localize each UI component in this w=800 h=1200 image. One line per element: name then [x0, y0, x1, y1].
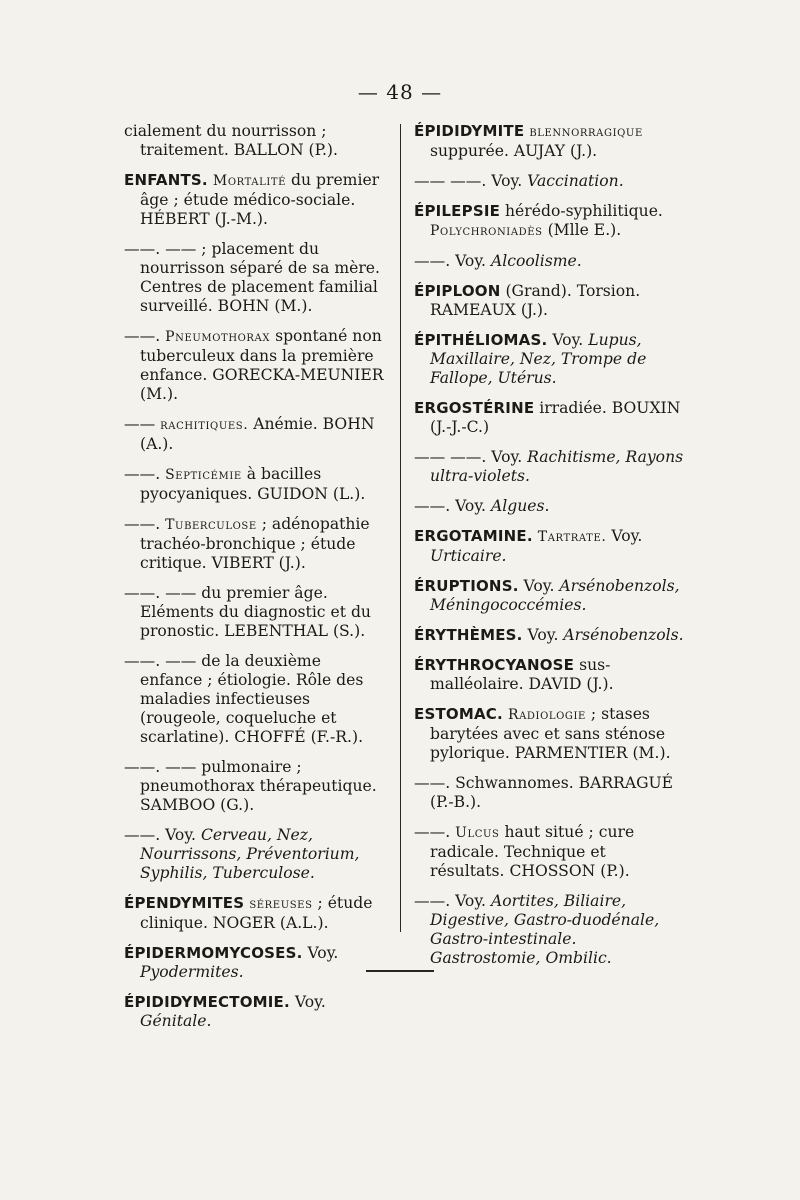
- index-entry: [414, 252, 684, 271]
- entry-text: cialement du nourrisson ; traitement. BALLON (P.).: [124, 122, 338, 159]
- entry-see-also: Aortites, Biliaire, Digestive, Gastro-duodénale, Gastro-intestinale. Gastrostomie, Ombilic.: [430, 892, 660, 967]
- entry-text: ——: [124, 415, 161, 433]
- entry-heading: ESTOMAC.: [414, 705, 503, 723]
- index-entry: [414, 202, 684, 241]
- index-entry: [414, 282, 684, 320]
- index-entry: [414, 331, 684, 388]
- index-entry: [124, 584, 386, 641]
- entry-text: haut situé ; cure radicale. Technique et résultats. CHOSSON (P.).: [430, 823, 635, 880]
- index-entry: [124, 171, 386, 229]
- entry-text: hérédo-syphilitique.: [500, 202, 663, 220]
- index-entry: [414, 823, 684, 881]
- entry-heading: ERGOTAMINE.: [414, 527, 533, 545]
- entry-subhead: rachitiques.: [160, 417, 249, 433]
- entry-subhead: Tartrate.: [532, 529, 607, 545]
- entry-text: spontané non tuberculeux dans la première enfance. GORECKA-MEUNIER (M.).: [140, 327, 384, 403]
- entry-subhead: Polychroniadès: [430, 223, 543, 239]
- index-entry: [124, 944, 386, 982]
- entry-text: ——. Voy.: [414, 497, 491, 515]
- index-entry: [124, 122, 386, 160]
- entry-see-also: Algues.: [490, 497, 550, 515]
- index-entry: [414, 774, 684, 812]
- entry-subhead: Tuberculose: [165, 517, 257, 533]
- entry-subhead: Ulcus: [455, 825, 500, 841]
- entry-text: —— ——. Voy.: [414, 172, 528, 190]
- entry-see-also: Vaccination.: [527, 172, 624, 190]
- column-divider: [400, 124, 401, 932]
- entry-text: suppurée. AUJAY (J.).: [430, 142, 598, 160]
- entry-heading: ÉPENDYMITES: [124, 894, 245, 912]
- entry-subhead: Radiologie: [502, 707, 586, 723]
- entry-text: irradiée. BOUXIN (J.-J.-C.): [430, 399, 681, 436]
- index-entry: [124, 515, 386, 573]
- entry-see-also: Génitale.: [140, 1012, 212, 1030]
- entry-subhead: Mortalité: [207, 173, 287, 189]
- entry-see-also: Urticaire.: [430, 547, 507, 565]
- index-column-right: [414, 122, 684, 979]
- entry-text: Voy.: [606, 527, 643, 545]
- entry-text: ; étude clinique. NOGER (A.L.).: [140, 894, 373, 932]
- entry-text: Voy.: [289, 993, 326, 1011]
- entry-subhead: Septicémie: [165, 467, 242, 483]
- entry-text: ——. —— du premier âge. Eléments du diagnostic et du pronostic. LEBENTHAL (S.).: [124, 584, 371, 640]
- entry-text: ——. Voy.: [414, 252, 491, 270]
- entry-text: ——.: [124, 465, 166, 483]
- entry-heading: ÉPIDERMOMYCOSES.: [124, 944, 303, 962]
- entry-text: ——. Voy.: [414, 892, 491, 910]
- index-entry: [124, 240, 386, 316]
- index-entry: [414, 527, 684, 566]
- entry-see-also: Alcoolisme.: [490, 252, 582, 270]
- index-entry: [414, 448, 684, 486]
- entry-text: ——. Schwannomes. BARRAGUÉ (P.-B.).: [414, 774, 674, 811]
- page-number: — 48 —: [357, 80, 443, 104]
- entry-text: Voy.: [518, 577, 560, 595]
- entry-subhead: blennorragique: [524, 124, 643, 140]
- entry-heading: ÉPIDIDYMECTOMIE.: [124, 993, 290, 1011]
- entry-text: ——. —— de la deuxième enfance ; étiologie. Rôle des maladies infectieuses (rougeole, coqueluche et scarlatine). CHOFFÉ (F.-R.).: [124, 652, 364, 746]
- entry-text: ——. Voy.: [124, 826, 201, 844]
- entry-heading: ÉPIPLOON: [414, 282, 501, 300]
- index-entry: [124, 826, 386, 883]
- entry-text: ; stases barytées avec et sans sténose pylorique. PARMENTIER (M.).: [430, 705, 671, 762]
- index-entry: [124, 652, 386, 747]
- index-entry: [124, 415, 386, 454]
- entry-text: Voy.: [302, 944, 339, 962]
- index-entry: [414, 892, 684, 968]
- entry-see-also: Lupus, Maxillaire, Nez, Trompe de Fallope, Utérus.: [430, 331, 647, 387]
- entry-text: ——. —— ; placement du nourrisson séparé de sa mère. Centres de placement familial surveillé. BOHN (M.).: [124, 240, 380, 315]
- entry-heading: ÉRUPTIONS.: [414, 577, 519, 595]
- entry-see-also: Arsénobenzols, Méningococcémies.: [430, 577, 680, 614]
- entry-subhead: Pneumothorax: [165, 329, 271, 345]
- entry-see-also: Cerveau, Nez, Nourrissons, Préventorium, Syphilis, Tuberculose.: [140, 826, 360, 882]
- index-entry: [124, 327, 386, 404]
- index-entry: [124, 993, 386, 1031]
- entry-heading: ÉRYTHÈMES.: [414, 626, 523, 644]
- entry-heading: ÉRYTHROCYANOSE: [414, 656, 575, 674]
- index-entry: [124, 894, 386, 933]
- index-entry: [414, 705, 684, 763]
- entry-heading: ERGOSTÉRINE: [414, 399, 535, 417]
- index-entry: [124, 465, 386, 504]
- index-entry: [414, 122, 684, 161]
- entry-subhead: séreuses: [244, 896, 313, 912]
- entry-text: du premier âge ; étude médico-sociale. HÉBERT (J.-M.).: [140, 171, 380, 228]
- index-entry: [414, 399, 684, 437]
- entry-text: ——. —— pulmonaire ; pneumothorax thérapeutique. SAMBOO (G.).: [124, 758, 377, 814]
- entry-text: ——.: [414, 823, 456, 841]
- entry-text: (Mlle E.).: [542, 221, 622, 239]
- index-entry: [414, 172, 684, 191]
- entry-see-also: Pyodermites.: [140, 963, 244, 981]
- entry-see-also: Rachitisme, Rayons ultra-violets.: [430, 448, 684, 485]
- entry-text: ——.: [124, 515, 166, 533]
- entry-text: —— ——. Voy.: [414, 448, 528, 466]
- index-entry: [414, 577, 684, 615]
- footer-rule: [366, 970, 434, 972]
- entry-text: Voy.: [547, 331, 589, 349]
- index-entry: [414, 497, 684, 516]
- entry-see-also: Arsénobenzols.: [563, 626, 684, 644]
- entry-text: ; adénopathie trachéo-bronchique ; étude critique. VIBERT (J.).: [140, 515, 370, 572]
- entry-text: (Grand). Torsion. RAMEAUX (J.).: [430, 282, 641, 319]
- entry-heading: ÉPIDIDYMITE: [414, 122, 525, 140]
- entry-heading: ÉPILEPSIE: [414, 202, 501, 220]
- entry-heading: ÉPITHÉLIOMAS.: [414, 331, 548, 349]
- entry-text: Voy.: [522, 626, 564, 644]
- index-entry: [414, 626, 684, 645]
- index-column-left: [124, 122, 386, 1042]
- entry-text: sus-malléolaire. DAVID (J.).: [430, 656, 614, 693]
- entry-text: Anémie. BOHN (A.).: [140, 415, 375, 453]
- entry-text: ——.: [124, 327, 166, 345]
- entry-heading: ENFANTS.: [124, 171, 208, 189]
- index-entry: [414, 656, 684, 694]
- entry-text: à bacilles pyocyaniques. GUIDON (L.).: [140, 465, 366, 503]
- index-entry: [124, 758, 386, 815]
